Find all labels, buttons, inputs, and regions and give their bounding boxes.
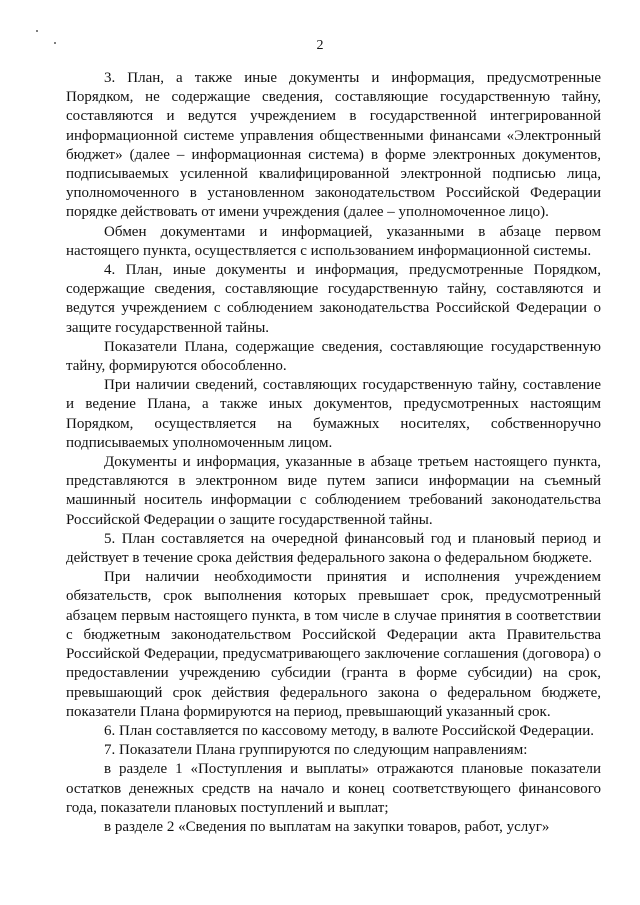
paragraph-5-plan-period: 5. План составляется на очередной финансовый год и плановый период и действует в течение срока действия федерального закона о федеральном бюджете. xyxy=(66,530,601,567)
paragraph-3-electronic-docs: 3. План, а также иные документы и информация, предусмотренные Порядком, не содержащие сведения, составляющие государственную тайну, составляются и ведутся учреждением в государственной интегрированной информационной системе управления общественными финансами «Электронный бюджет» (далее – информационная система) в форме электронных документов, подписываемых усиленной квалифицированной электронной подписью лица, уполномоченного в установленном законодательством Российской Федерации порядке действовать от имени учреждения (далее – уполномоченное лицо). xyxy=(66,70,601,221)
paragraph-7-grouping: 7. Показатели Плана группируются по следующим направлениям: xyxy=(104,742,528,759)
document-body xyxy=(66,69,601,837)
scan-speck xyxy=(36,30,38,32)
paragraph-removable-media: Документы и информация, указанные в абзаце третьем настоящего пункта, представляются в электронном виде путем записи информации на съемный машинный носитель информации с соблюдением требований законодательства Российской Федерации о защите государственной тайны. xyxy=(66,454,601,528)
paragraph-4-state-secret-docs: 4. План, иные документы и информация, предусмотренные Порядком, содержащие сведения, составляющие государственную тайну, составляются и ведутся учреждением с соблюдением законодательства Российской Федерации о защите государственной тайны. xyxy=(66,262,601,336)
paragraph-long-term-obligations: При наличии необходимости принятия и исполнения учреждением обязательств, срок выполнения которых превышает срок, предусмотренный абзацем первым настоящего пункта, в том числе в случае принятия в соответствии с бюджетным законодательством Российской Федерации акта Правительства Российской Федерации, предусматривающего заключение соглашения (договора) о предоставлении учреждению субсидии (гранта в форме субсидии) на срок, превышающий срок действия федерального закона о федеральном бюджете, показатели Плана формируются на период, превышающий указанный срок. xyxy=(66,569,601,720)
paragraph-section-2: в разделе 2 «Сведения по выплатам на закупки товаров, работ, услуг» xyxy=(104,818,550,835)
paragraph-exchange-of-documents: Обмен документами и информацией, указанными в абзаце первом настоящего пункта, осуществляется с использованием информационной системы. xyxy=(66,223,601,259)
paragraph-6-cash-method: 6. План составляется по кассовому методу, в валюте Российской Федерации. xyxy=(104,722,594,739)
paragraph-section-1: в разделе 1 «Поступления и выплаты» отражаются плановые показатели остатков денежных средств на начало и конец соответствующего финансового года, показатели плановых поступлений и выплат; xyxy=(66,761,601,816)
paragraph-separate-indicators: Показатели Плана, содержащие сведения, составляющие государственную тайну, формируются обособленно. xyxy=(66,338,601,375)
paragraph-paper-carriers: При наличии сведений, составляющих государственную тайну, составление и ведение Плана, а также иных документов, предусмотренных настоящим Порядком, осуществляется на бумажных носителях, собственноручно подписываемых уполномоченным лицом. xyxy=(66,377,601,451)
page-number: 2 xyxy=(316,38,324,53)
